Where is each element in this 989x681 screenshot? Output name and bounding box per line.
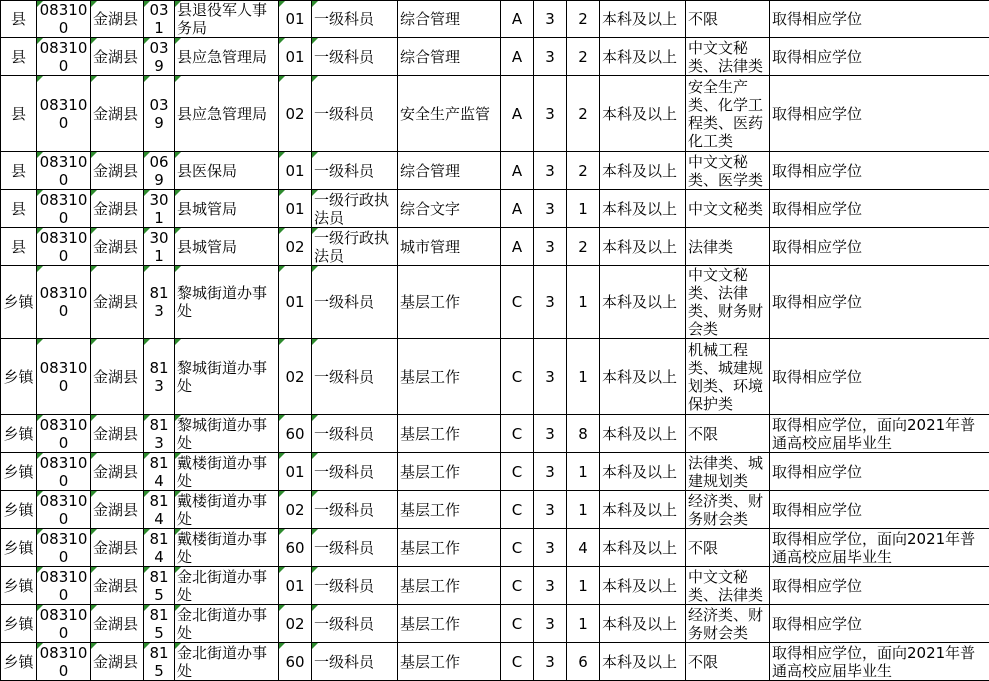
- cell-exam-subject: 3: [534, 415, 567, 453]
- cell-level: 县: [1, 38, 37, 76]
- cell-major: 中文文秘类、医学类: [686, 152, 770, 190]
- cell-major: 法律类、城建规划类: [686, 453, 770, 491]
- cell-position-type: 基层工作: [398, 339, 501, 415]
- table-row: [1, 567, 989, 605]
- table-row: [1, 643, 989, 681]
- cell-exam-subject: 3: [534, 605, 567, 643]
- cell-category: C: [501, 491, 534, 529]
- cell-position-code: 60: [279, 643, 312, 681]
- cell-major: 不限: [686, 529, 770, 567]
- cell-county: 金湖县: [91, 643, 144, 681]
- cell-position-title: 一级行政执法员: [312, 228, 398, 266]
- table-row: [1, 605, 989, 643]
- cell-position-title: 一级行政执法员: [312, 190, 398, 228]
- cell-level: 乡镇: [1, 339, 37, 415]
- cell-exam-subject: 3: [534, 491, 567, 529]
- cell-education: 本科及以上: [600, 643, 686, 681]
- cell-code: 083100: [37, 152, 91, 190]
- cell-count: 4: [567, 529, 600, 567]
- cell-unit-code: 069: [144, 152, 175, 190]
- cell-requirement: 取得相应学位: [770, 1, 989, 38]
- cell-level: 乡镇: [1, 605, 37, 643]
- cell-education: 本科及以上: [600, 152, 686, 190]
- cell-count: 8: [567, 415, 600, 453]
- cell-unit-name: 县城管局: [175, 228, 279, 266]
- cell-major: 不限: [686, 1, 770, 38]
- cell-unit-code: 301: [144, 228, 175, 266]
- cell-level: 县: [1, 76, 37, 152]
- cell-position-title: 一级科员: [312, 605, 398, 643]
- cell-position-type: 基层工作: [398, 491, 501, 529]
- cell-category: C: [501, 643, 534, 681]
- cell-requirement: 取得相应学位: [770, 567, 989, 605]
- cell-position-code: 02: [279, 491, 312, 529]
- cell-category: A: [501, 228, 534, 266]
- cell-unit-code: 815: [144, 567, 175, 605]
- cell-position-code: 60: [279, 415, 312, 453]
- cell-position-code: 02: [279, 605, 312, 643]
- cell-major: 法律类: [686, 228, 770, 266]
- cell-code: 083100: [37, 190, 91, 228]
- cell-education: 本科及以上: [600, 567, 686, 605]
- cell-category: C: [501, 453, 534, 491]
- cell-category: A: [501, 1, 534, 38]
- cell-unit-name: 县退役军人事务局: [175, 1, 279, 38]
- cell-position-type: 基层工作: [398, 266, 501, 339]
- cell-education: 本科及以上: [600, 339, 686, 415]
- cell-category: C: [501, 529, 534, 567]
- cell-position-type: 基层工作: [398, 453, 501, 491]
- table-row: [1, 491, 989, 529]
- cell-county: 金湖县: [91, 1, 144, 38]
- cell-requirement: 取得相应学位: [770, 76, 989, 152]
- cell-code: 083100: [37, 567, 91, 605]
- cell-major: 中文文秘类、法律类: [686, 38, 770, 76]
- cell-exam-subject: 3: [534, 38, 567, 76]
- cell-code: 083100: [37, 1, 91, 38]
- table-row: [1, 38, 989, 76]
- cell-major: 中文文秘类: [686, 190, 770, 228]
- cell-unit-name: 县应急管理局: [175, 76, 279, 152]
- cell-unit-code: 301: [144, 190, 175, 228]
- cell-requirement: 取得相应学位，面向2021年普通高校应届毕业生: [770, 529, 989, 567]
- cell-unit-name: 黎城街道办事处: [175, 339, 279, 415]
- cell-unit-code: 815: [144, 643, 175, 681]
- cell-count: 2: [567, 152, 600, 190]
- table-row: [1, 76, 989, 152]
- cell-unit-name: 黎城街道办事处: [175, 266, 279, 339]
- cell-level: 县: [1, 1, 37, 38]
- cell-position-code: 01: [279, 453, 312, 491]
- cell-county: 金湖县: [91, 605, 144, 643]
- cell-count: 6: [567, 643, 600, 681]
- cell-education: 本科及以上: [600, 491, 686, 529]
- table-row: [1, 529, 989, 567]
- cell-education: 本科及以上: [600, 1, 686, 38]
- cell-exam-subject: 3: [534, 152, 567, 190]
- cell-requirement: 取得相应学位，面向2021年普通高校应届毕业生: [770, 643, 989, 681]
- cell-unit-code: 031: [144, 1, 175, 38]
- cell-position-type: 基层工作: [398, 529, 501, 567]
- cell-code: 083100: [37, 228, 91, 266]
- cell-position-code: 01: [279, 38, 312, 76]
- cell-position-type: 综合管理: [398, 152, 501, 190]
- cell-level: 乡镇: [1, 266, 37, 339]
- cell-unit-code: 814: [144, 491, 175, 529]
- cell-exam-subject: 3: [534, 529, 567, 567]
- cell-position-type: 城市管理: [398, 228, 501, 266]
- cell-code: 083100: [37, 415, 91, 453]
- table-row: [1, 190, 989, 228]
- cell-position-type: 综合文字: [398, 190, 501, 228]
- cell-count: 2: [567, 38, 600, 76]
- cell-position-code: 01: [279, 567, 312, 605]
- cell-count: 1: [567, 491, 600, 529]
- cell-code: 083100: [37, 339, 91, 415]
- cell-requirement: 取得相应学位: [770, 266, 989, 339]
- cell-exam-subject: 3: [534, 228, 567, 266]
- cell-unit-name: 金北街道办事处: [175, 605, 279, 643]
- cell-count: 1: [567, 567, 600, 605]
- cell-level: 乡镇: [1, 643, 37, 681]
- cell-education: 本科及以上: [600, 453, 686, 491]
- cell-requirement: 取得相应学位: [770, 152, 989, 190]
- cell-exam-subject: 3: [534, 1, 567, 38]
- cell-code: 083100: [37, 266, 91, 339]
- cell-position-title: 一级科员: [312, 453, 398, 491]
- cell-major: 经济类、财务财会类: [686, 605, 770, 643]
- cell-major: 不限: [686, 643, 770, 681]
- cell-county: 金湖县: [91, 76, 144, 152]
- cell-unit-code: 814: [144, 529, 175, 567]
- cell-position-code: 02: [279, 76, 312, 152]
- cell-category: C: [501, 415, 534, 453]
- cell-unit-code: 814: [144, 453, 175, 491]
- table-row: [1, 152, 989, 190]
- cell-major: 中文文秘类、法律类、财务财会类: [686, 266, 770, 339]
- cell-position-title: 一级科员: [312, 491, 398, 529]
- cell-position-type: 基层工作: [398, 567, 501, 605]
- cell-category: A: [501, 190, 534, 228]
- cell-code: 083100: [37, 453, 91, 491]
- cell-code: 083100: [37, 491, 91, 529]
- cell-unit-name: 县医保局: [175, 152, 279, 190]
- table-body: [1, 1, 989, 681]
- cell-requirement: 取得相应学位: [770, 38, 989, 76]
- cell-unit-name: 金北街道办事处: [175, 567, 279, 605]
- cell-unit-code: 813: [144, 266, 175, 339]
- cell-unit-name: 戴楼街道办事处: [175, 491, 279, 529]
- cell-unit-name: 戴楼街道办事处: [175, 529, 279, 567]
- cell-exam-subject: 3: [534, 453, 567, 491]
- cell-requirement: 取得相应学位: [770, 190, 989, 228]
- cell-unit-code: 815: [144, 605, 175, 643]
- cell-position-code: 01: [279, 266, 312, 339]
- cell-code: 083100: [37, 643, 91, 681]
- cell-position-title: 一级科员: [312, 643, 398, 681]
- cell-exam-subject: 3: [534, 266, 567, 339]
- table-row: [1, 453, 989, 491]
- cell-position-type: 基层工作: [398, 605, 501, 643]
- cell-level: 乡镇: [1, 529, 37, 567]
- cell-exam-subject: 3: [534, 567, 567, 605]
- table-row: [1, 339, 989, 415]
- cell-major: 不限: [686, 415, 770, 453]
- cell-count: 1: [567, 190, 600, 228]
- cell-requirement: 取得相应学位，面向2021年普通高校应届毕业生: [770, 415, 989, 453]
- cell-category: C: [501, 266, 534, 339]
- cell-education: 本科及以上: [600, 415, 686, 453]
- cell-major: 中文文秘类、法律类: [686, 567, 770, 605]
- cell-code: 083100: [37, 529, 91, 567]
- cell-unit-code: 813: [144, 415, 175, 453]
- cell-count: 2: [567, 76, 600, 152]
- cell-unit-name: 戴楼街道办事处: [175, 453, 279, 491]
- cell-position-title: 一级科员: [312, 266, 398, 339]
- table-row: [1, 228, 989, 266]
- cell-requirement: 取得相应学位: [770, 339, 989, 415]
- cell-position-title: 一级科员: [312, 152, 398, 190]
- cell-position-code: 01: [279, 190, 312, 228]
- cell-exam-subject: 3: [534, 643, 567, 681]
- cell-county: 金湖县: [91, 415, 144, 453]
- cell-county: 金湖县: [91, 266, 144, 339]
- cell-county: 金湖县: [91, 152, 144, 190]
- cell-unit-name: 县应急管理局: [175, 38, 279, 76]
- cell-county: 金湖县: [91, 38, 144, 76]
- cell-position-title: 一级科员: [312, 415, 398, 453]
- cell-position-title: 一级科员: [312, 1, 398, 38]
- cell-count: 2: [567, 228, 600, 266]
- cell-code: 083100: [37, 605, 91, 643]
- cell-category: C: [501, 339, 534, 415]
- cell-level: 县: [1, 152, 37, 190]
- cell-position-title: 一级科员: [312, 339, 398, 415]
- cell-position-type: 综合管理: [398, 38, 501, 76]
- cell-county: 金湖县: [91, 228, 144, 266]
- cell-count: 1: [567, 266, 600, 339]
- cell-count: 1: [567, 339, 600, 415]
- cell-level: 县: [1, 190, 37, 228]
- cell-count: 1: [567, 453, 600, 491]
- cell-position-title: 一级科员: [312, 38, 398, 76]
- cell-exam-subject: 3: [534, 76, 567, 152]
- cell-major: 经济类、财务财会类: [686, 491, 770, 529]
- cell-count: 2: [567, 1, 600, 38]
- cell-unit-name: 金北街道办事处: [175, 643, 279, 681]
- cell-education: 本科及以上: [600, 76, 686, 152]
- cell-requirement: 取得相应学位: [770, 453, 989, 491]
- table-row: [1, 415, 989, 453]
- cell-position-title: 一级科员: [312, 567, 398, 605]
- cell-position-title: 一级科员: [312, 76, 398, 152]
- cell-position-type: 基层工作: [398, 643, 501, 681]
- cell-education: 本科及以上: [600, 529, 686, 567]
- cell-major: 机械工程类、城建规划类、环境保护类: [686, 339, 770, 415]
- cell-unit-name: 黎城街道办事处: [175, 415, 279, 453]
- cell-major: 安全生产类、化学工程类、医药化工类: [686, 76, 770, 152]
- cell-category: C: [501, 567, 534, 605]
- cell-requirement: 取得相应学位: [770, 228, 989, 266]
- cell-level: 乡镇: [1, 415, 37, 453]
- cell-level: 乡镇: [1, 453, 37, 491]
- cell-exam-subject: 3: [534, 190, 567, 228]
- cell-position-code: 60: [279, 529, 312, 567]
- cell-exam-subject: 3: [534, 339, 567, 415]
- cell-county: 金湖县: [91, 529, 144, 567]
- cell-level: 乡镇: [1, 491, 37, 529]
- cell-count: 1: [567, 605, 600, 643]
- cell-position-code: 02: [279, 339, 312, 415]
- cell-county: 金湖县: [91, 190, 144, 228]
- cell-level: 县: [1, 228, 37, 266]
- cell-unit-name: 县城管局: [175, 190, 279, 228]
- cell-unit-code: 039: [144, 76, 175, 152]
- table-row: [1, 266, 989, 339]
- cell-position-type: 安全生产监管: [398, 76, 501, 152]
- cell-unit-code: 813: [144, 339, 175, 415]
- cell-position-type: 基层工作: [398, 415, 501, 453]
- cell-requirement: 取得相应学位: [770, 491, 989, 529]
- cell-category: A: [501, 38, 534, 76]
- cell-code: 083100: [37, 76, 91, 152]
- cell-position-code: 02: [279, 228, 312, 266]
- cell-education: 本科及以上: [600, 190, 686, 228]
- table-row: [1, 1, 989, 38]
- cell-category: A: [501, 76, 534, 152]
- cell-position-title: 一级科员: [312, 529, 398, 567]
- cell-level: 乡镇: [1, 567, 37, 605]
- cell-position-type: 综合管理: [398, 1, 501, 38]
- cell-requirement: 取得相应学位: [770, 605, 989, 643]
- cell-position-code: 01: [279, 152, 312, 190]
- cell-education: 本科及以上: [600, 38, 686, 76]
- cell-county: 金湖县: [91, 339, 144, 415]
- cell-education: 本科及以上: [600, 266, 686, 339]
- cell-county: 金湖县: [91, 453, 144, 491]
- cell-code: 083100: [37, 38, 91, 76]
- cell-category: A: [501, 152, 534, 190]
- cell-education: 本科及以上: [600, 605, 686, 643]
- cell-county: 金湖县: [91, 567, 144, 605]
- cell-education: 本科及以上: [600, 228, 686, 266]
- cell-category: C: [501, 605, 534, 643]
- cell-unit-code: 039: [144, 38, 175, 76]
- cell-position-code: 01: [279, 1, 312, 38]
- cell-county: 金湖县: [91, 491, 144, 529]
